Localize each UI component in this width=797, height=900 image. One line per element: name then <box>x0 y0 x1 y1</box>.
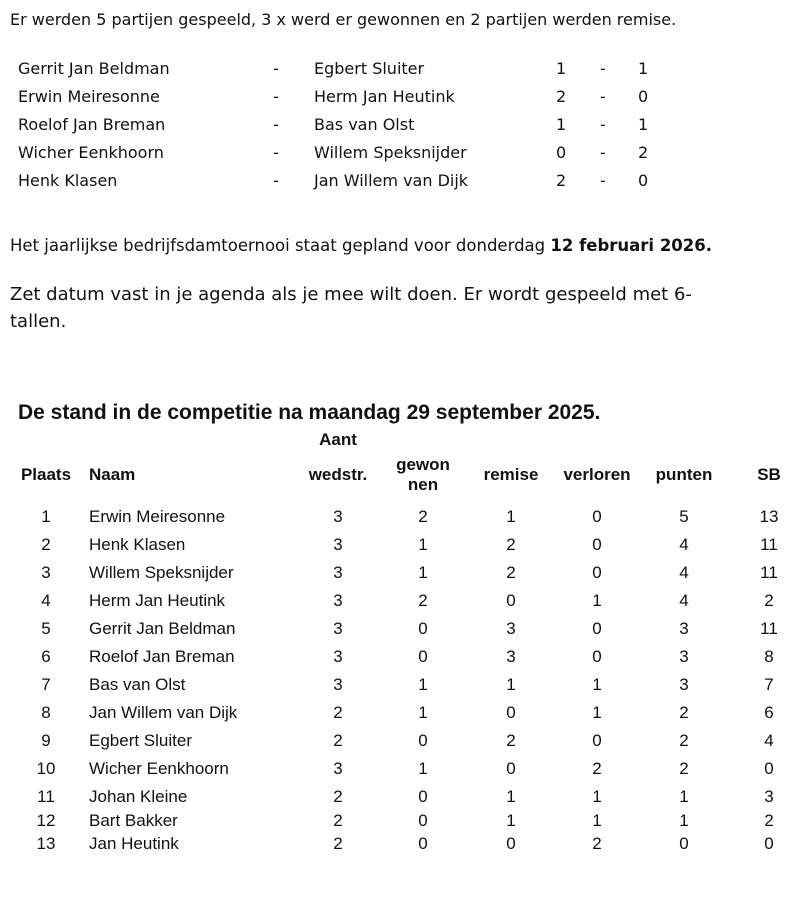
cell-verloren: 1 <box>592 810 602 830</box>
cell-wedstrijden: 2 <box>333 703 343 722</box>
score-dash: - <box>600 115 606 134</box>
cell-naam: Egbert Sluiter <box>89 731 192 750</box>
cell-sb: 0 <box>764 759 774 778</box>
cell-plaats: 5 <box>41 619 51 638</box>
cell-verloren: 2 <box>592 834 602 853</box>
cell-plaats: 1 <box>41 507 51 526</box>
cell-verloren: 0 <box>592 507 602 526</box>
cell-punten: 1 <box>679 810 689 830</box>
cell-plaats: 8 <box>41 703 51 722</box>
cell-naam: Roelof Jan Breman <box>89 647 235 666</box>
cell-verloren: 0 <box>592 731 602 750</box>
cell-naam: Willem Speksnijder <box>89 563 234 582</box>
cell-punten: 0 <box>679 834 689 853</box>
cell-remise: 3 <box>506 647 516 666</box>
score-b: 1 <box>638 115 649 134</box>
cell-verloren: 0 <box>592 619 602 638</box>
cell-gewonnen: 0 <box>418 731 428 750</box>
cell-remise: 0 <box>506 759 516 778</box>
cell-plaats: 9 <box>41 731 51 750</box>
agenda-note: Zet datum vast in je agenda als je mee wilt doen. Er wordt gespeeld met 6-tallen. <box>10 284 692 332</box>
cell-sb: 11 <box>760 563 778 582</box>
cell-naam: Bart Bakker <box>89 810 178 830</box>
cell-remise: 1 <box>506 675 516 694</box>
tournament-announcement <box>10 236 712 255</box>
cell-remise: 2 <box>506 563 516 582</box>
cell-remise: 3 <box>506 619 516 638</box>
cell-verloren: 1 <box>592 703 602 722</box>
cell-punten: 4 <box>679 563 689 582</box>
cell-plaats: 13 <box>36 834 56 853</box>
score-dash: - <box>600 171 606 190</box>
cell-naam: Henk Klasen <box>89 535 186 554</box>
score-a: 0 <box>556 143 567 162</box>
header-plaats: Plaats <box>20 465 72 484</box>
score-a: 2 <box>556 171 567 190</box>
cell-naam: Wicher Eenkhoorn <box>89 759 229 778</box>
table-row <box>0 699 797 727</box>
header-sb: SB <box>757 465 781 484</box>
player-b: Bas van Olst <box>314 115 415 134</box>
cell-sb: 8 <box>764 647 774 666</box>
cell-wedstrijden: 2 <box>333 834 343 853</box>
cell-wedstrijden: 3 <box>333 535 343 554</box>
score-a: 1 <box>556 115 567 134</box>
cell-naam: Jan Willem van Dijk <box>89 703 238 722</box>
cell-punten: 3 <box>679 619 689 638</box>
versus-dash: - <box>273 171 279 190</box>
cell-gewonnen: 0 <box>418 834 428 853</box>
cell-remise: 2 <box>506 535 516 554</box>
score-b: 0 <box>638 171 649 190</box>
cell-gewonnen: 0 <box>418 619 428 638</box>
score-a: 2 <box>556 87 567 106</box>
header-verloren: verloren <box>563 465 631 484</box>
cell-remise: 2 <box>506 731 516 750</box>
cell-plaats: 12 <box>36 810 56 830</box>
cell-verloren: 0 <box>592 647 602 666</box>
announcement-text: Het jaarlijkse bedrijfsdamtoernooi staat gepland voor donderdag <box>10 236 551 255</box>
cell-sb: 0 <box>764 834 774 853</box>
cell-gewonnen: 0 <box>418 810 428 830</box>
player-a: Erwin Meiresonne <box>18 87 160 106</box>
score-b: 1 <box>638 59 649 78</box>
header-wedstrijden-line2: wedstr. <box>308 465 368 484</box>
cell-wedstrijden: 3 <box>333 759 343 778</box>
cell-naam: Herm Jan Heutink <box>89 591 226 610</box>
cell-remise: 1 <box>506 507 516 526</box>
cell-plaats: 6 <box>41 647 51 666</box>
cell-naam: Gerrit Jan Beldman <box>89 619 236 638</box>
table-row <box>0 503 797 531</box>
cell-punten: 5 <box>679 507 689 526</box>
cell-sb: 2 <box>764 591 774 610</box>
table-row <box>0 755 797 783</box>
cell-gewonnen: 2 <box>418 507 428 526</box>
cell-punten: 3 <box>679 675 689 694</box>
standings-table <box>0 503 797 854</box>
cell-verloren: 0 <box>592 535 602 554</box>
score-a: 1 <box>556 59 567 78</box>
player-a: Henk Klasen <box>18 171 118 190</box>
cell-plaats: 3 <box>41 563 51 582</box>
cell-verloren: 0 <box>592 563 602 582</box>
cell-remise: 1 <box>506 810 516 830</box>
cell-wedstrijden: 3 <box>333 675 343 694</box>
table-row <box>0 830 797 854</box>
cell-verloren: 1 <box>592 591 602 610</box>
score-dash: - <box>600 87 606 106</box>
header-wedstrijden-line1: Aant <box>319 430 357 449</box>
cell-punten: 2 <box>679 731 689 750</box>
score-dash: - <box>600 59 606 78</box>
table-row <box>0 671 797 699</box>
cell-sb: 2 <box>764 810 774 830</box>
cell-verloren: 2 <box>592 759 602 778</box>
cell-wedstrijden: 3 <box>333 591 343 610</box>
cell-punten: 3 <box>679 647 689 666</box>
cell-sb: 7 <box>764 675 774 694</box>
cell-wedstrijden: 3 <box>333 507 343 526</box>
cell-wedstrijden: 2 <box>333 810 343 830</box>
header-naam: Naam <box>89 465 136 484</box>
cell-plaats: 7 <box>41 675 51 694</box>
table-row <box>0 531 797 559</box>
cell-wedstrijden: 3 <box>333 647 343 666</box>
header-gewonnen-line2: nen <box>407 475 439 494</box>
cell-gewonnen: 1 <box>418 535 428 554</box>
cell-wedstrijden: 2 <box>333 731 343 750</box>
cell-punten: 4 <box>679 535 689 554</box>
cell-remise: 0 <box>506 834 516 853</box>
cell-sb: 4 <box>764 731 774 750</box>
cell-plaats: 10 <box>36 759 56 778</box>
player-a: Gerrit Jan Beldman <box>18 59 170 78</box>
header-gewonnen-line1: gewon <box>396 455 450 474</box>
cell-sb: 13 <box>759 507 779 526</box>
cell-punten: 1 <box>679 787 689 806</box>
tournament-date: 12 februari 2026. <box>550 236 713 255</box>
cell-naam: Johan Kleine <box>89 787 188 806</box>
table-row <box>0 615 797 643</box>
cell-sb: 11 <box>760 535 778 554</box>
cell-punten: 2 <box>679 759 689 778</box>
standings-title: De stand in de competitie na maandag 29 september 2025. <box>18 401 601 424</box>
cell-wedstrijden: 3 <box>333 563 343 582</box>
cell-naam: Bas van Olst <box>89 675 186 694</box>
cell-verloren: 1 <box>592 675 602 694</box>
player-a: Wicher Eenkhoorn <box>18 143 164 162</box>
score-dash: - <box>600 143 606 162</box>
cell-sb: 6 <box>764 703 774 722</box>
score-b: 0 <box>638 87 649 106</box>
cell-gewonnen: 1 <box>418 563 428 582</box>
cell-punten: 2 <box>679 703 689 722</box>
cell-plaats: 2 <box>41 535 51 554</box>
cell-wedstrijden: 2 <box>333 787 343 806</box>
header-gewonnen <box>394 455 452 495</box>
player-b: Jan Willem van Dijk <box>314 171 469 190</box>
player-b: Egbert Sluiter <box>314 59 425 78</box>
table-row <box>0 587 797 615</box>
table-row <box>0 807 797 831</box>
versus-dash: - <box>273 59 279 78</box>
cell-plaats: 11 <box>37 787 55 806</box>
cell-gewonnen: 1 <box>418 703 428 722</box>
cell-punten: 4 <box>679 591 689 610</box>
cell-wedstrijden: 3 <box>333 619 343 638</box>
cell-naam: Erwin Meiresonne <box>89 507 226 526</box>
versus-dash: - <box>273 87 279 106</box>
cell-gewonnen: 1 <box>418 759 428 778</box>
cell-sb: 3 <box>764 787 774 806</box>
cell-gewonnen: 0 <box>418 787 428 806</box>
header-punten: punten <box>655 465 713 484</box>
header-wedstrijden <box>303 430 373 485</box>
cell-remise: 0 <box>506 591 516 610</box>
cell-plaats: 4 <box>41 591 51 610</box>
table-row <box>0 559 797 587</box>
cell-remise: 1 <box>506 787 516 806</box>
cell-verloren: 1 <box>592 787 602 806</box>
cell-naam: Jan Heutink <box>89 834 179 853</box>
header-remise: remise <box>483 465 539 484</box>
versus-dash: - <box>273 115 279 134</box>
cell-gewonnen: 2 <box>418 591 428 610</box>
cell-remise: 0 <box>506 703 516 722</box>
table-row <box>0 643 797 671</box>
intro-text: Er werden 5 partijen gespeeld, 3 x werd er gewonnen en 2 partijen werden remise. <box>10 10 677 29</box>
player-b: Herm Jan Heutink <box>314 87 455 106</box>
versus-dash: - <box>273 143 279 162</box>
player-a: Roelof Jan Breman <box>18 115 166 134</box>
score-b: 2 <box>638 143 649 162</box>
player-b: Willem Speksnijder <box>314 143 467 162</box>
cell-gewonnen: 1 <box>418 675 428 694</box>
table-row <box>0 727 797 755</box>
cell-sb: 11 <box>760 619 778 638</box>
cell-gewonnen: 0 <box>418 647 428 666</box>
table-row <box>0 783 797 807</box>
